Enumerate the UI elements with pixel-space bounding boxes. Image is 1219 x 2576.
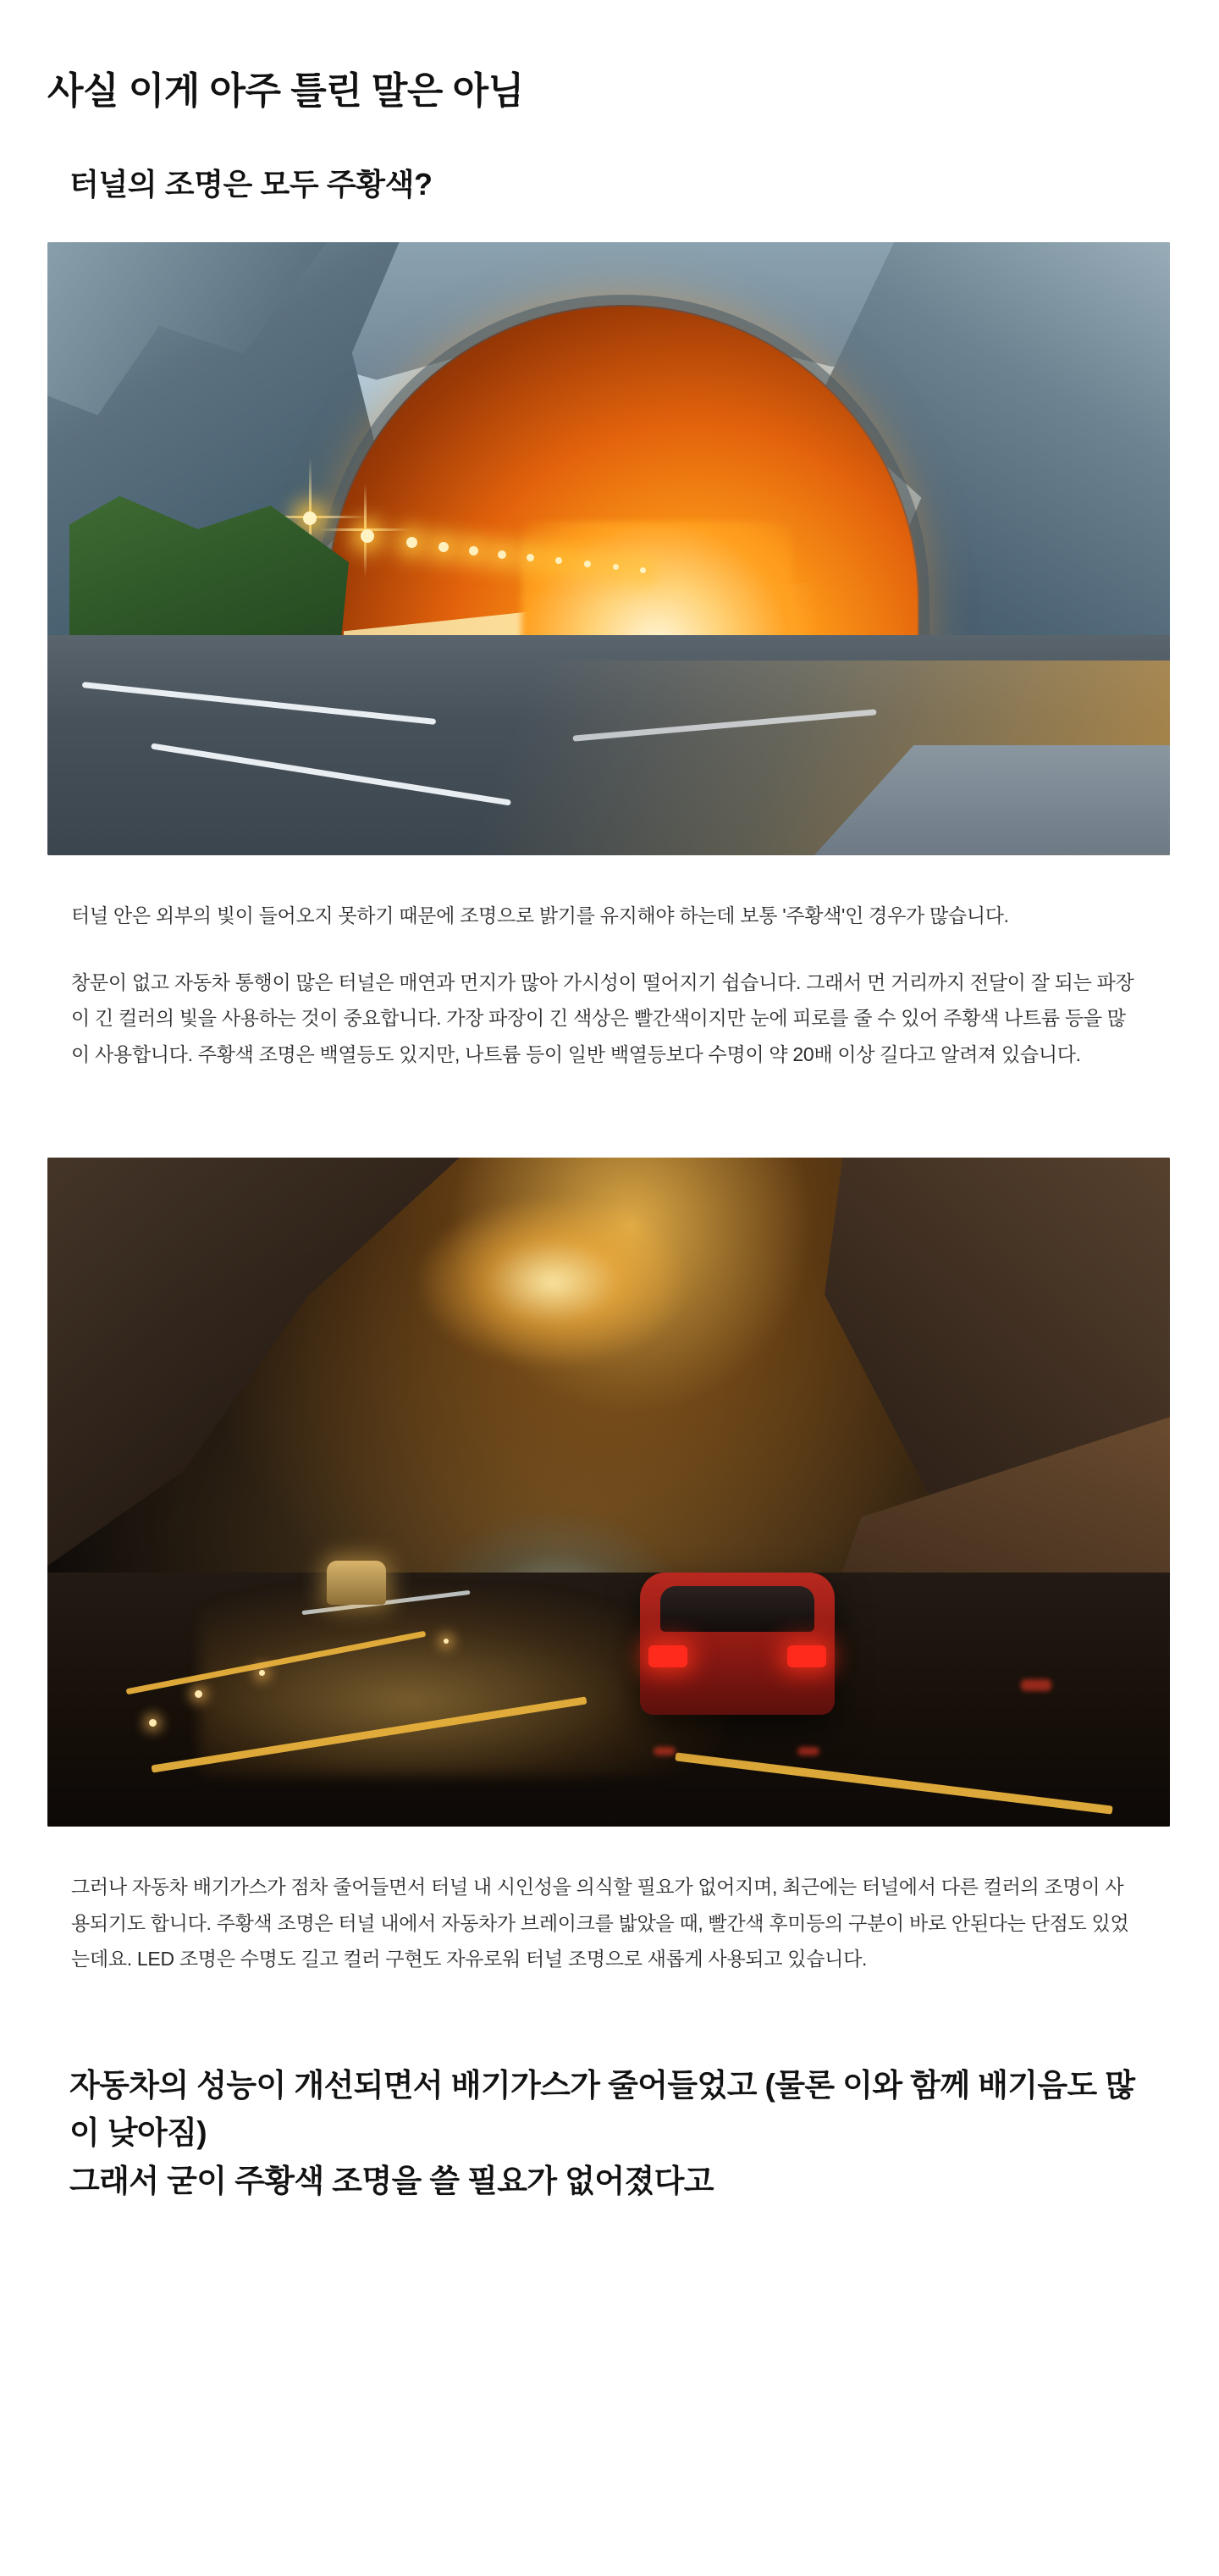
- body-paragraph-1-block: [71, 898, 1136, 934]
- page-title: 사실 이게 아주 틀린 말은 아님: [47, 70, 524, 112]
- tunnel-daytime-image-canvas: [47, 242, 1170, 855]
- closing-line-1: 자동차의 성능이 개선되면서 배기가스가 줄어들었고 (물론 이와 함께 배기음도 많이 낮아짐): [69, 2068, 1135, 2151]
- section-heading: 터널의 조명은 모두 주황색?: [69, 167, 433, 202]
- tunnel-night-image-canvas: [47, 1158, 1170, 1827]
- tunnel-daytime-image: [47, 242, 1170, 855]
- body-paragraph-2-block: [71, 965, 1136, 1073]
- tunnel-lamp: [361, 529, 374, 543]
- reflector-marker: [149, 1719, 157, 1727]
- overhead-lamp-glow: [417, 1197, 688, 1367]
- body-paragraph-3-block: [71, 1869, 1136, 1977]
- vehicle-rear-window: [660, 1586, 814, 1632]
- tunnel-lamp: [469, 546, 478, 556]
- tunnel-lamp: [555, 557, 562, 564]
- tunnel-lamp: [498, 550, 506, 559]
- closing-block: [69, 2062, 1161, 2205]
- tunnel-night-image: [47, 1158, 1170, 1827]
- tunnel-lamp: [439, 542, 449, 552]
- reflector-marker: [259, 1670, 265, 1676]
- taillight-left: [648, 1645, 687, 1667]
- road-reflection: [797, 1747, 819, 1755]
- body-paragraph-1: 터널 안은 외부의 빛이 들어오지 못하기 때문에 조명으로 밝기를 유지해야 하는데 보통 '주황색'인 경우가 많습니다.: [71, 904, 1009, 926]
- distant-vehicle: [327, 1561, 386, 1605]
- tunnel-lamp: [613, 564, 619, 570]
- closing-line-2: 그래서 굳이 주황색 조명을 쓸 필요가 없어졌다고: [69, 2163, 714, 2198]
- tunnel-lamp: [584, 561, 591, 567]
- reflector-marker: [195, 1690, 202, 1698]
- tunnel-lamp: [303, 511, 317, 525]
- tunnel-lamp: [406, 537, 417, 548]
- body-paragraph-2: 창문이 없고 자동차 통행이 많은 터널은 매연과 먼지가 많아 가시성이 떨어지기 쉽습니다. 그래서 먼 거리까지 전달이 잘 되는 파장이 긴 컬러의 빛을 사용하는 것이 중요합니다. 가장 파장이 긴 색상은 빨간색이지만 눈에 피로를 줄 수 있어 주황색 나트륨 등을 많이 사용합니다. 주황색 조명은 백열등도 있지만, 나트륨 등이 일반 백열등보다 수명이 약 20배 이상 길다고 알려져 있습니다.: [71, 970, 1134, 1066]
- road-reflection: [654, 1747, 676, 1755]
- taillight-right: [787, 1645, 826, 1667]
- tunnel-lamp: [640, 567, 646, 573]
- tunnel-lamp: [527, 554, 534, 561]
- reflector-marker: [444, 1639, 449, 1644]
- body-paragraph-3: 그러나 자동차 배기가스가 점차 줄어들면서 터널 내 시인성을 의식할 필요가 없어지며, 최근에는 터널에서 다른 컬러의 조명이 사용되기도 합니다. 주황색 조명은 터널 내에서 자동차가 브레이크를 밟았을 때, 빨간색 후미등의 구분이 바로 안된다는 단점도 있었는데요. LED 조명은 수명도 길고 컬러 구현도 자유로워 터널 조명으로 새롭게 사용되고 있습니다.: [71, 1875, 1129, 1971]
- red-suv-vehicle: [640, 1573, 835, 1715]
- road-reflection: [1021, 1679, 1051, 1691]
